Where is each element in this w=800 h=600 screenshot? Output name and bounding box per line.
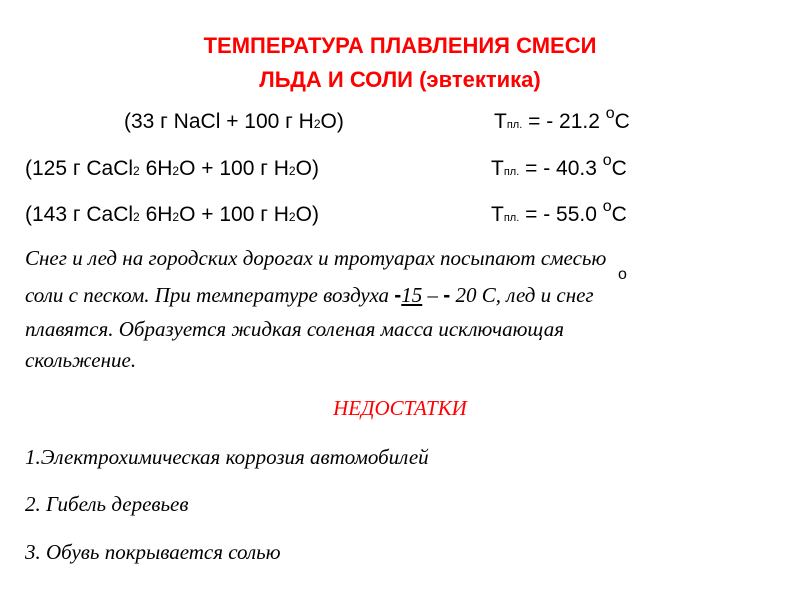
drawback-item-3: 3. Обувь покрывается солью bbox=[25, 540, 281, 564]
temp-subscript: пл. bbox=[503, 212, 520, 224]
drawbacks-heading: НЕДОСТАТКИ bbox=[333, 396, 467, 420]
minus-sign: - bbox=[443, 284, 451, 307]
cacl2-125-melting-temp bbox=[491, 152, 627, 181]
temp-unit: С bbox=[611, 203, 627, 226]
text: С, лед и снег bbox=[481, 283, 594, 307]
subscript: 2 bbox=[133, 164, 140, 178]
text: 6H bbox=[139, 157, 173, 180]
text: O + 100 г H bbox=[179, 203, 289, 226]
cacl2-143-mixture bbox=[25, 203, 319, 227]
paragraph-line-2 bbox=[25, 283, 594, 308]
text: O) bbox=[295, 157, 319, 180]
text: O) bbox=[320, 110, 344, 133]
text: – bbox=[422, 283, 444, 307]
text: O + 100 г H bbox=[179, 157, 289, 180]
cacl2-125-mixture bbox=[25, 157, 319, 181]
degree-sign: о bbox=[602, 152, 612, 169]
paragraph-line-1: Снег и лед на городских дорогах и тротуарах посыпают смесью bbox=[25, 246, 607, 270]
degree-sign: о bbox=[602, 198, 612, 215]
degree-sign: о bbox=[618, 266, 627, 283]
nacl-mixture bbox=[124, 110, 344, 134]
subscript: 2 bbox=[288, 164, 296, 178]
temp-unit: С bbox=[614, 110, 630, 133]
subscript: 2 bbox=[313, 117, 321, 131]
temp-value: = - 55.0 bbox=[519, 203, 603, 226]
temp-high: 20 bbox=[450, 283, 482, 307]
subscript: 2 bbox=[288, 210, 296, 224]
temp-unit: С bbox=[611, 157, 627, 180]
temp-value: = - 40.3 bbox=[519, 157, 603, 180]
subscript: 2 bbox=[172, 164, 180, 178]
title-line-1: ТЕМПЕРАТУРА ПЛАВЛЕНИЯ СМЕСИ bbox=[203, 33, 597, 58]
temp-subscript: пл. bbox=[506, 119, 523, 131]
temp-low: 15 bbox=[401, 283, 423, 307]
paragraph-line-4: скольжение. bbox=[25, 348, 137, 372]
title-line-2: ЛЬДА И СОЛИ (эвтектика) bbox=[259, 67, 541, 92]
temp-symbol: Т bbox=[491, 203, 504, 226]
subscript: 2 bbox=[172, 210, 180, 224]
minus-sign: - bbox=[394, 284, 402, 307]
nacl-melting-temp bbox=[494, 105, 630, 134]
temp-value: = - 21.2 bbox=[522, 110, 606, 133]
temp-subscript: пл. bbox=[503, 166, 520, 178]
paragraph-line-3: плавятся. Образуется жидкая соленая масса исключающая bbox=[25, 317, 565, 341]
cacl2-143-melting-temp bbox=[491, 198, 627, 227]
subscript: 2 bbox=[133, 210, 140, 224]
text: O) bbox=[295, 203, 319, 226]
degree-sign: о bbox=[605, 105, 615, 122]
drawback-item-2: 2. Гибель деревьев bbox=[25, 492, 189, 516]
text: (33 г NaCl + 100 г H bbox=[124, 110, 314, 133]
drawback-item-1: 1.Электрохимическая коррозия автомобилей bbox=[25, 445, 429, 469]
text: 6H bbox=[139, 203, 173, 226]
text: (143 г CaCl bbox=[25, 203, 134, 226]
text: соли с песком. При температуре воздуха bbox=[25, 283, 395, 307]
temp-symbol: Т bbox=[494, 110, 507, 133]
temp-symbol: Т bbox=[491, 157, 504, 180]
text: (125 г CaCl bbox=[25, 157, 134, 180]
